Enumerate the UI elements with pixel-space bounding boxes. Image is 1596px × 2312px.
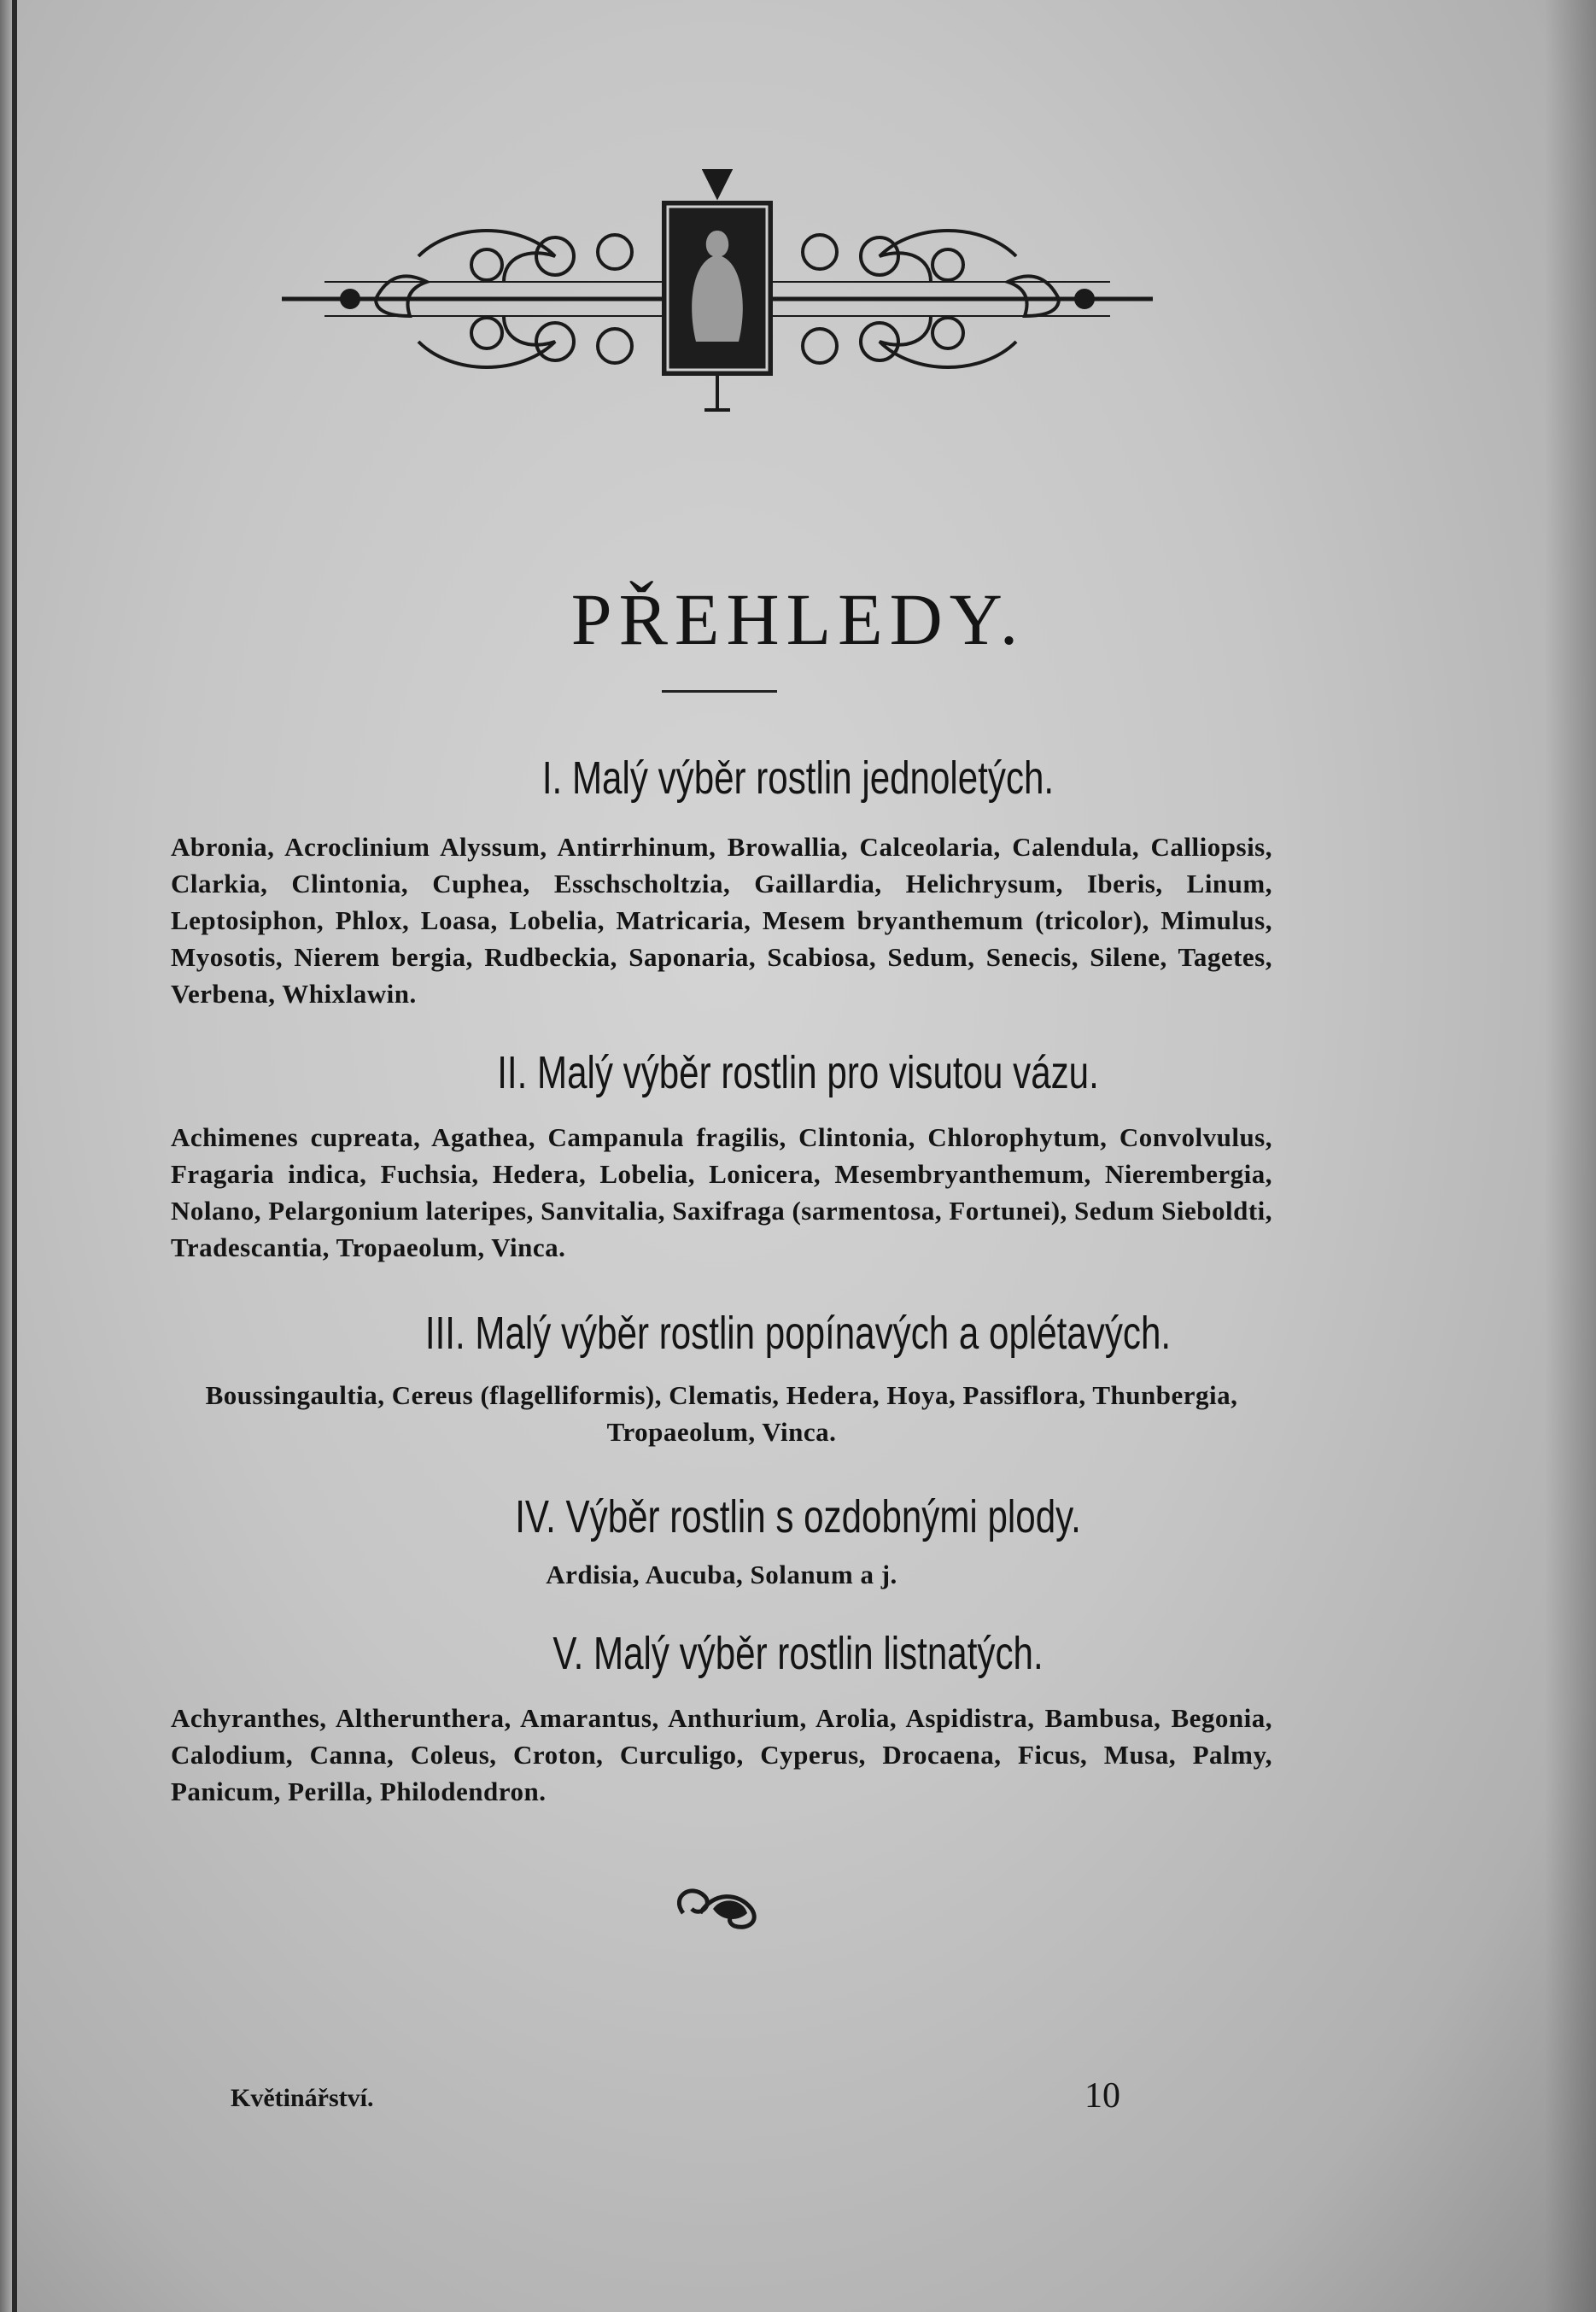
page-edge-shadow (1545, 0, 1596, 2312)
book-gutter (0, 0, 12, 2312)
section-2-text: Achimenes cupreata, Agathea, Campanula fragilis, Clintonia, Chlorophytum, Convolvulus, Fragaria indica, Fuchsia, Hedera, Lobelia, Lonicera, Mesembryanthemum, Nierembergia, Nolano, Pelargonium lateripes, Sanvitalia, Saxifraga (sarmentosa, Fortunei), Sedum Sieboldti, Tradescantia, Tropaeolum, Vinca. (171, 1122, 1272, 1262)
section-4-text: Ardisia, Aucuba, Solanum a j. (546, 1560, 897, 1589)
section-1-text: Abronia, Acroclinium Alyssum, Antirrhinum, Browallia, Calceolaria, Calendula, Calliopsis, Clarkia, Clintonia, Cuphea, Esschscholtzia, Gaillardia, Helichrysum, Iberis, Linum, Leptosiphon, Phlox, Loasa, Lobelia, Matricaria, Mesem bryanthemum (tricolor), Mimulus, Myosotis, Nierem bergia, Rudbeckia, Saponaria, Scabiosa, Sedum, Senecis, Silene, Tagetes, Verbena, Whixlawin. (171, 832, 1272, 1009)
section-2-heading: II. Malý výběr rostlin pro visutou vázu. (497, 1047, 1099, 1098)
section-5-text: Achyranthes, Altherunthera, Amarantus, Anthurium, Arolia, Aspidistra, Bambusa, Begonia, Calodium, Canna, Coleus, Croton, Curculigo, Cyperus, Drocaena, Ficus, Musa, Palmy, Panicum, Perilla, Philodendron. (171, 1703, 1272, 1806)
page-title: PŘEHLEDY. (570, 578, 1026, 660)
title-rule (662, 690, 777, 693)
section-1-heading: I. Malý výběr rostlin jednoletých. (541, 752, 1055, 804)
section-3-heading: III. Malý výběr rostlin popínavých a oplétavých. (424, 1308, 1172, 1359)
header-ornament-icon (273, 154, 1161, 427)
section-5-heading: V. Malý výběr rostlin listnatých. (552, 1628, 1044, 1679)
section-4-heading: IV. Výběr rostlin s ozdobnými plody. (515, 1491, 1081, 1542)
book-spine-line (12, 0, 17, 2312)
tail-flourish-icon (666, 1879, 777, 1939)
section-3-text: Boussingaultia, Cereus (flagelliformis), Clematis, Hedera, Hoya, Passiflora, Thunbergia, Tropaeolum, Vinca. (205, 1380, 1238, 1447)
footer-book-title: Květinářství. (231, 2084, 374, 2112)
page-number: 10 (1084, 2076, 1120, 2116)
